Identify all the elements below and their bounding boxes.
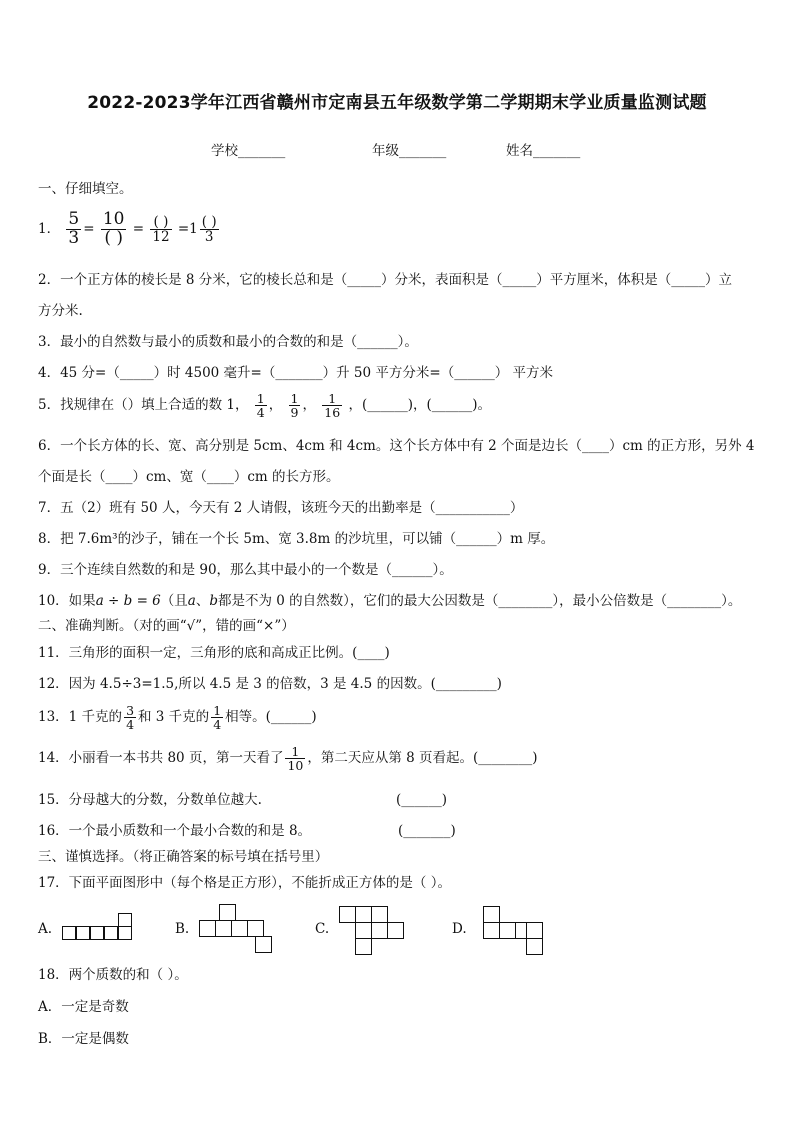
question-12: 12．因为 4.5÷3=1.5,所以 4.5 是 3 的倍数，3 是 4.5 的因数。(_________) <box>38 676 502 692</box>
net-cell <box>387 922 404 939</box>
q1-equals-3: =1 <box>177 220 198 237</box>
q5-a-numerator: 1 <box>256 391 265 406</box>
q13-f2-denominator: 4 <box>213 717 222 733</box>
question-2-line-1: 2．一个正方体的棱长是 8 分米，它的棱长总和是（_____）分米，表面积是（_____）平方厘米，体积是（_____）立 <box>38 272 733 288</box>
q5-a-denominator: 4 <box>256 405 265 421</box>
q1-f3-denominator: 12 <box>152 228 170 245</box>
question-8: 8．把 7.6m³的沙子，铺在一个长 5m、宽 3.8m 的沙坑里，可以铺（______）m 厚。 <box>38 531 555 547</box>
q14-fraction <box>285 745 305 772</box>
grade-field[interactable]: 年级_______ <box>372 143 447 159</box>
question-2-line-2: 方分米. <box>38 303 83 319</box>
q5-blanks: ，(______)，(______)。 <box>348 397 492 414</box>
q1-f4-numerator-blank[interactable]: ( ) <box>201 213 217 230</box>
q13-f2-numerator: 1 <box>213 703 222 718</box>
school-field[interactable]: 学校_______ <box>211 143 286 159</box>
net-cell <box>76 926 90 940</box>
net-cell <box>118 913 132 927</box>
net-cell <box>247 920 264 937</box>
q18-option-b[interactable]: B．一定是偶数 <box>38 1031 129 1047</box>
section-3-heading: 三、谨慎选择。（将正确答案的标号填在括号里） <box>38 849 329 865</box>
q18-option-a[interactable]: A．一定是奇数 <box>38 999 129 1015</box>
q10-sep: 、 <box>195 593 210 609</box>
q5-fraction-b <box>289 392 301 419</box>
q1-f1-denominator: 3 <box>68 227 80 248</box>
question-16 <box>38 823 456 839</box>
q5-text: 5．找规律在（）填上合适的数 1， <box>38 397 249 414</box>
section-2-heading: 二、准确判断。（对的画“√”，错的画“×”） <box>38 618 295 634</box>
q17-option-a-label[interactable]: A. <box>38 921 53 937</box>
q14-text: 14．小丽看一本书共 80 页，第一天看了 <box>38 750 284 767</box>
q1-f4-denominator: 3 <box>204 228 214 245</box>
q10-var-a: a <box>187 593 196 609</box>
question-14 <box>38 745 538 772</box>
q14-denominator: 10 <box>287 758 304 774</box>
name-field[interactable]: 姓名_______ <box>506 143 581 159</box>
net-cell <box>526 922 543 939</box>
question-1 <box>38 211 221 248</box>
q10-text: 10．如果 <box>38 593 96 609</box>
q13-f1-denominator: 4 <box>126 717 135 733</box>
question-5: 5．找规律在（）填上合适的数 1， $\frac{1}{4}$ ， $\frac{1}{9}$ ， $\frac{1}{16}$ ，(______)，(______)。 <box>38 391 492 421</box>
q5-c-numerator: 1 <box>322 392 342 406</box>
net-cell <box>90 926 104 940</box>
net-cell <box>355 906 372 923</box>
q14-numerator: 1 <box>285 745 305 759</box>
q13-fraction-1 <box>124 704 136 731</box>
net-cell <box>231 920 248 937</box>
net-cell <box>483 922 500 939</box>
q13-text-2: 和 3 千克的 <box>138 709 210 726</box>
q13-text: 13．1 千克的 <box>38 709 123 726</box>
net-cell <box>355 922 372 939</box>
q1-equals-2: = <box>132 220 145 237</box>
q1-fraction-4 <box>200 215 219 244</box>
net-cell <box>62 926 76 940</box>
q15-text: 15．分母越大的分数，分数单位越大. <box>38 792 262 808</box>
q1-number: 1． <box>38 220 61 237</box>
q5-fraction-c <box>322 392 342 419</box>
question-7: 7．五（2）班有 50 人，今天有 2 人请假，该班今天的出勤率是（___________） <box>38 500 524 516</box>
q1-fraction-3 <box>150 215 171 244</box>
section-1-heading: 一、仔细填空。 <box>38 181 133 197</box>
question-18: 18．两个质数的和（ ）。 <box>38 967 188 983</box>
q1-equals-1: = <box>83 220 95 237</box>
question-17: 17．下面平面图形中（每个格是正方形），不能折成正方体的是（ ）。 <box>38 875 451 891</box>
q5-fraction-a <box>255 392 267 419</box>
q13-f1-numerator: 3 <box>126 703 135 718</box>
q5-b-denominator: 9 <box>290 405 299 421</box>
net-cell <box>339 906 356 923</box>
q10-equation: a ÷ b = 6 <box>95 593 161 609</box>
q10-text-3: 都是不为 0 的自然数），它们的最大公因数是（________），最小公倍数是（________）。 <box>217 593 742 609</box>
net-cell <box>526 938 543 955</box>
q1-fraction-2 <box>101 211 127 248</box>
q15-blank[interactable]: (______) <box>396 792 448 808</box>
question-15 <box>38 792 448 808</box>
q13-fraction-2 <box>211 704 223 731</box>
q5-c-denominator: 16 <box>324 405 341 421</box>
net-cell <box>483 906 500 923</box>
q5-b-numerator: 1 <box>290 391 299 406</box>
question-3: 3．最小的自然数与最小的质数和最小的合数的和是（______）。 <box>38 334 418 350</box>
q1-fraction-1 <box>66 211 81 248</box>
net-cell <box>104 926 118 940</box>
q16-text: 16．一个最小质数和一个最小合数的和是 8。 <box>38 823 312 839</box>
question-6-line-1: 6．一个长方体的长、宽、高分别是 5cm、4cm 和 4cm。这个长方体中有 2 个面是边长（____）cm 的正方形，另外 4 <box>38 438 755 454</box>
question-4: 4．45 分=（_____）时 4500 毫升=（_______）升 50 平方分米=（______） 平方米 <box>38 365 553 381</box>
q14-text-2: ，第二天应从第 8 页看起。(________) <box>307 750 538 767</box>
question-9: 9．三个连续自然数的和是 90，那么其中最小的一个数是（______）。 <box>38 562 453 578</box>
question-11: 11．三角形的面积一定，三角形的底和高成正比例。(____) <box>38 645 390 661</box>
q10-text-2: （且 <box>160 593 188 609</box>
net-cell <box>219 904 236 921</box>
net-cell <box>118 926 132 940</box>
q17-option-d-label[interactable]: D. <box>452 921 467 937</box>
page-title: 2022-2023学年江西省赣州市定南县五年级数学第二学期期末学业质量监测试题 <box>87 93 707 113</box>
question-6-line-2: 个面是长（____）cm、宽（____）cm 的长方形。 <box>38 469 340 485</box>
q1-f1-numerator: 5 <box>68 209 80 229</box>
question-10 <box>38 593 741 609</box>
net-cell <box>215 920 232 937</box>
q1-f3-numerator-blank[interactable]: ( ) <box>150 215 171 230</box>
net-cell <box>355 938 372 955</box>
q10-var-b: b <box>209 593 218 609</box>
net-cell <box>255 936 272 953</box>
q16-blank[interactable]: (_______) <box>398 823 456 839</box>
net-cell <box>499 922 516 939</box>
q1-f2-numerator: 10 <box>102 209 125 229</box>
net-cell <box>371 922 388 939</box>
q1-f2-denominator-blank[interactable]: ( ) <box>104 227 123 248</box>
q17-option-c-label[interactable]: C. <box>315 921 330 937</box>
net-cell <box>199 920 216 937</box>
net-cell <box>371 906 388 923</box>
q13-text-3: 相等。(______) <box>225 709 317 726</box>
question-13 <box>38 704 317 731</box>
q17-option-b-label[interactable]: B. <box>175 921 190 937</box>
